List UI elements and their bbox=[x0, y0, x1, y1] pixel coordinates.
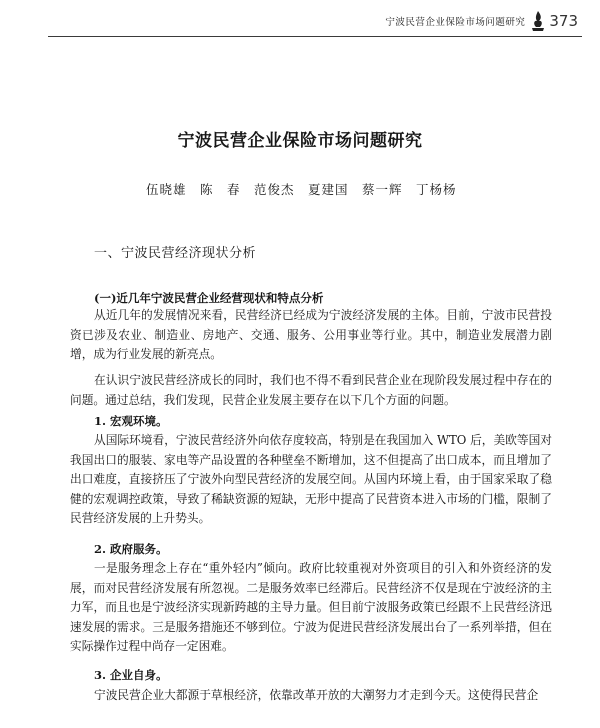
book-flame-logo-icon bbox=[531, 10, 545, 32]
paragraph-text: 在认识宁波民营经济成长的同时，我们也不得不看到民营企业在现阶段发展过程中存在的问题。通过总结，我们发现，民营企业发展主要存在以下几个方面的问题。 bbox=[70, 373, 552, 407]
running-header-title: 宁波民营企业保险市场问题研究 bbox=[385, 17, 526, 28]
paragraph-2 bbox=[70, 371, 552, 410]
page-number: 373 bbox=[549, 12, 578, 30]
running-header bbox=[385, 8, 578, 34]
point-heading-2: 2. 政府服务。 bbox=[94, 542, 168, 556]
paragraph-text: 从国际环境看，宁波民营经济外向依存度较高，特别是在我国加入 WTO 后，美欧等国对我国出口的服装、家电等产品设置的各种壁垒不断增加，这不但提高了出口成本，而且增加了出口难度，直接挤压了宁波外向型民营经济的发展空间。从国内环境上看，由于国家采取了稳健的宏观调控政策，导致了稀缺资源的短缺，无形中提高了民营资本进入市场的门槛，限制了民营经济发展的上升势头。 bbox=[70, 433, 552, 526]
paper-title: 宁波民营企业保险市场问题研究 bbox=[177, 131, 423, 151]
author-list: 伍晓雄 陈 春 范俊杰 夏建国 蔡一辉 丁杨杨 bbox=[146, 182, 457, 197]
paragraph-1 bbox=[70, 306, 552, 365]
paragraph-4 bbox=[70, 559, 552, 657]
paragraph-5 bbox=[70, 686, 552, 706]
paragraph-3 bbox=[70, 431, 552, 529]
paragraph-text: 从近几年的发展情况来看，民营经济已经成为宁波经济发展的主体。目前，宁波市民营投资已涉及农业、制造业、房地产、交通、服务、公用事业等行业。其中，制造业发展潜力剧增，成为行业发展的新亮点。 bbox=[70, 308, 552, 362]
paragraph-text: 宁波民营企业大都源于草根经济，依靠改革开放的大潮努力才走到今天。这使得民营企 bbox=[94, 688, 539, 702]
subsection-heading-1: (一)近几年宁波民营企业经营现状和特点分析 bbox=[94, 291, 324, 305]
point-heading-1: 1. 宏观环境。 bbox=[94, 414, 168, 428]
header-rule bbox=[48, 36, 582, 37]
section-heading-1: 一、宁波民营经济现状分析 bbox=[94, 246, 257, 261]
paragraph-text: 一是服务理念上存在“重外轻内”倾向。政府比较重视对外资项目的引入和外资经济的发展，而对民营经济发展有所忽视。二是服务效率已经滞后。民营经济不仅是现在宁波经济的主力军，而且也是宁波经济实现新跨越的主导力量。但目前宁波服务政策已经跟不上民营经济迅速发展的需求。三是服务措施还不够到位。宁波为促进民营经济发展出台了一系列举措，但在实际操作过程中尚存一定困难。 bbox=[70, 561, 552, 654]
point-heading-3: 3. 企业自身。 bbox=[94, 668, 168, 682]
